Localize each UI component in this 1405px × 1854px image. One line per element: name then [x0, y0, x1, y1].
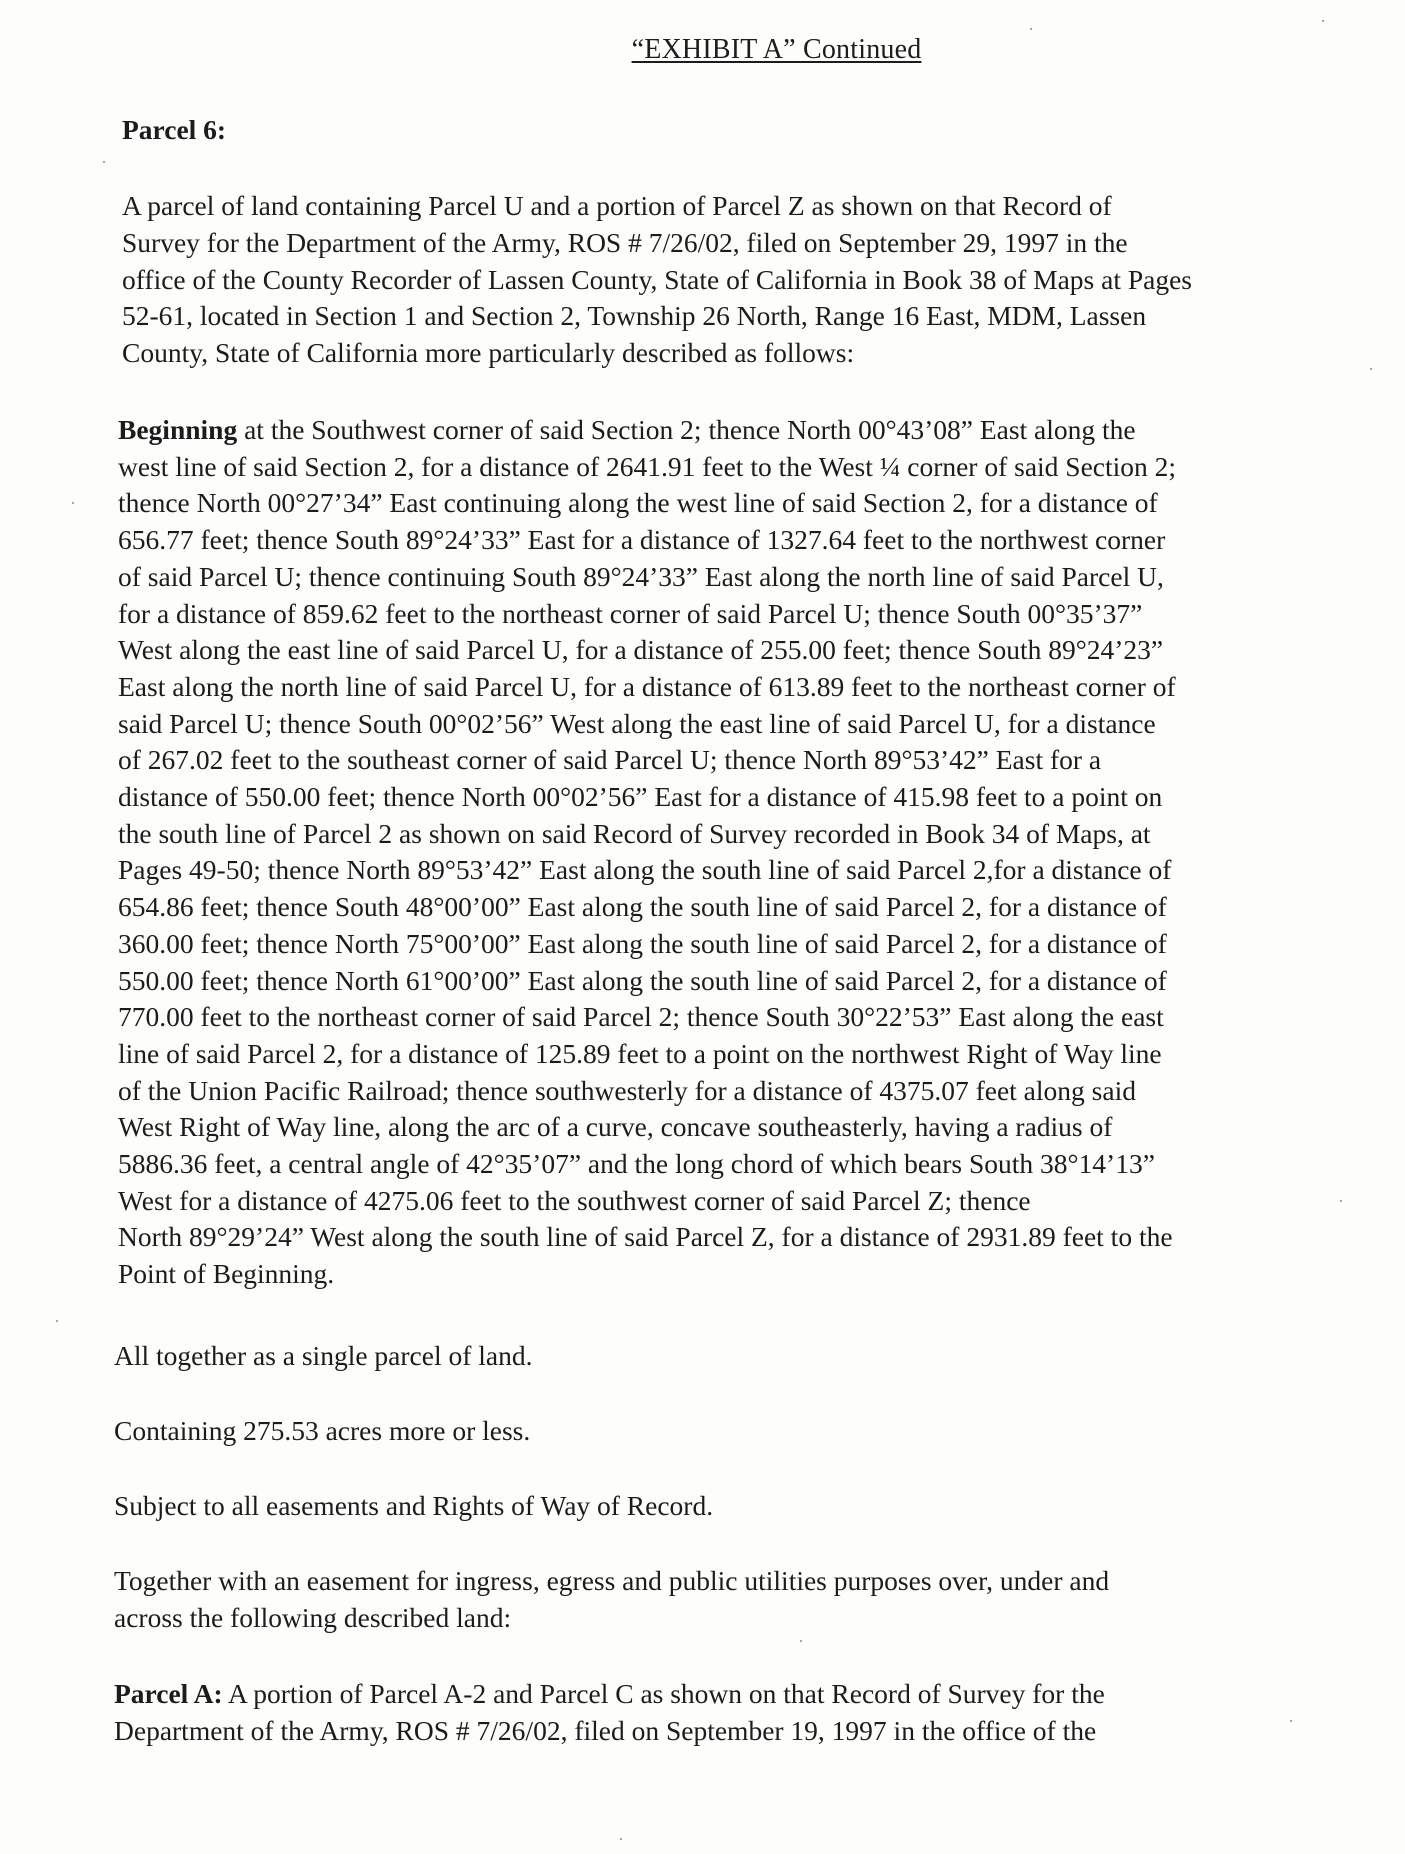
parcel-a-label: Parcel A:	[114, 1678, 223, 1709]
intro-line: A parcel of land containing Parcel U and a portion of Parcel Z as shown on that Record of	[122, 190, 1112, 221]
acreage-statement: Containing 275.53 acres more or less.	[114, 1415, 531, 1446]
description-line: of 267.02 feet to the southeast corner of said Parcel U; thence North 89°53’42” East for a	[118, 744, 1102, 776]
description-line: of said Parcel U; thence continuing South 89°24’33” East along the north line of said Parcel U,	[118, 560, 1164, 592]
intro-paragraph	[122, 188, 1192, 372]
scan-speck	[103, 161, 105, 163]
description-line: 656.77 feet; thence South 89°24’33” East for a distance of 1327.64 feet to the northwest corner	[118, 524, 1166, 556]
description-line: West along the east line of said Parcel U, for a distance of 255.00 feet; thence South 89°24’23”	[118, 634, 1164, 666]
description-line: distance of 550.00 feet; thence North 00°02’56” East for a distance of 415.98 feet to a point on	[118, 781, 1163, 813]
easement-paragraph	[114, 1563, 1109, 1637]
exhibit-header-text: “EXHIBIT A” Continued	[631, 34, 922, 65]
scan-speck	[800, 1640, 802, 1642]
description-line: the south line of Parcel 2 as shown on said Record of Survey recorded in Book 34 of Maps, at	[118, 817, 1151, 849]
scan-speck	[1370, 368, 1372, 370]
scan-speck	[56, 1320, 58, 1322]
intro-line: County, State of California more particularly described as follows:	[122, 337, 855, 369]
single-parcel-statement: All together as a single parcel of land.	[114, 1340, 533, 1371]
description-line: West for a distance of 4275.06 feet to the southwest corner of said Parcel Z; thence	[118, 1184, 1031, 1216]
intro-line: 52-61, located in Section 1 and Section 2, Township 26 North, Range 16 East, MDM, Lassen	[122, 300, 1147, 332]
scan-speck	[1030, 28, 1032, 30]
easement-line: Together with an easement for ingress, egress and public utilities purposes over, under and	[114, 1565, 1110, 1596]
scan-speck	[1290, 1720, 1292, 1722]
parcel-a-line: Department of the Army, ROS # 7/26/02, filed on September 19, 1997 in the office of the	[114, 1714, 1097, 1746]
description-line: 654.86 feet; thence South 48°00’00” East along the south line of said Parcel 2, for a distance of	[118, 891, 1167, 923]
intro-line: Survey for the Department of the Army, ROS # 7/26/02, filed on September 29, 1997 in the	[122, 226, 1128, 258]
parcel-a-paragraph	[114, 1676, 1105, 1750]
description-line	[118, 412, 1176, 449]
description-line: for a distance of 859.62 feet to the northeast corner of said Parcel U; thence South 00°35’37”	[118, 597, 1143, 629]
description-first-line-rest: at the Southwest corner of said Section 2; thence North 00°43’08” East along the	[237, 414, 1136, 445]
legal-description-paragraph	[118, 412, 1176, 1293]
exhibit-header	[0, 34, 1405, 66]
description-line: 550.00 feet; thence North 61°00’00” East along the south line of said Parcel 2, for a distance of	[118, 964, 1167, 996]
description-line: 5886.36 feet, a central angle of 42°35’07” and the long chord of which bears South 38°14’13”	[118, 1148, 1155, 1180]
description-line: 360.00 feet; thence North 75°00’00” East along the south line of said Parcel 2, for a distance of	[118, 927, 1167, 959]
description-line: Point of Beginning.	[118, 1258, 335, 1290]
description-line: Pages 49-50; thence North 89°53’42” East along the south line of said Parcel 2,for a distance of	[118, 854, 1172, 886]
parcel-a-first-line-rest: A portion of Parcel A-2 and Parcel C as shown on that Record of Survey for the	[222, 1678, 1105, 1709]
description-line: west line of said Section 2, for a distance of 2641.91 feet to the West ¼ corner of said Section 2;	[118, 450, 1177, 482]
description-line: 770.00 feet to the northeast corner of said Parcel 2; thence South 30°22’53” East along the east	[118, 1001, 1164, 1033]
description-line: of the Union Pacific Railroad; thence southwesterly for a distance of 4375.07 feet along said	[118, 1074, 1136, 1106]
scan-speck	[1322, 20, 1324, 22]
parcel-a-line	[114, 1676, 1105, 1713]
description-line: West Right of Way line, along the arc of a curve, concave southeasterly, having a radius of	[118, 1111, 1113, 1143]
description-line: thence North 00°27’34” East continuing along the west line of said Section 2, for a distance of	[118, 487, 1158, 519]
easement-line: across the following described land:	[114, 1601, 512, 1633]
description-line: said Parcel U; thence South 00°02’56” West along the east line of said Parcel U, for a distance	[118, 707, 1156, 739]
beginning-lead-word: Beginning	[118, 414, 238, 445]
description-line: North 89°29’24” West along the south line of said Parcel Z, for a distance of 2931.89 feet to the	[118, 1221, 1173, 1253]
intro-line: office of the County Recorder of Lassen County, State of California in Book 38 of Maps at Pages	[122, 263, 1192, 295]
parcel-6-heading: Parcel 6:	[122, 114, 227, 145]
scan-speck	[72, 502, 74, 504]
description-line: East along the north line of said Parcel U, for a distance of 613.89 feet to the northeast corner of	[118, 670, 1176, 702]
description-line: line of said Parcel 2, for a distance of 125.89 feet to a point on the northwest Right of Way line	[118, 1037, 1162, 1069]
scan-speck	[620, 1838, 622, 1840]
easements-statement: Subject to all easements and Rights of Way of Record.	[114, 1490, 714, 1521]
scan-speck	[1340, 1200, 1342, 1202]
